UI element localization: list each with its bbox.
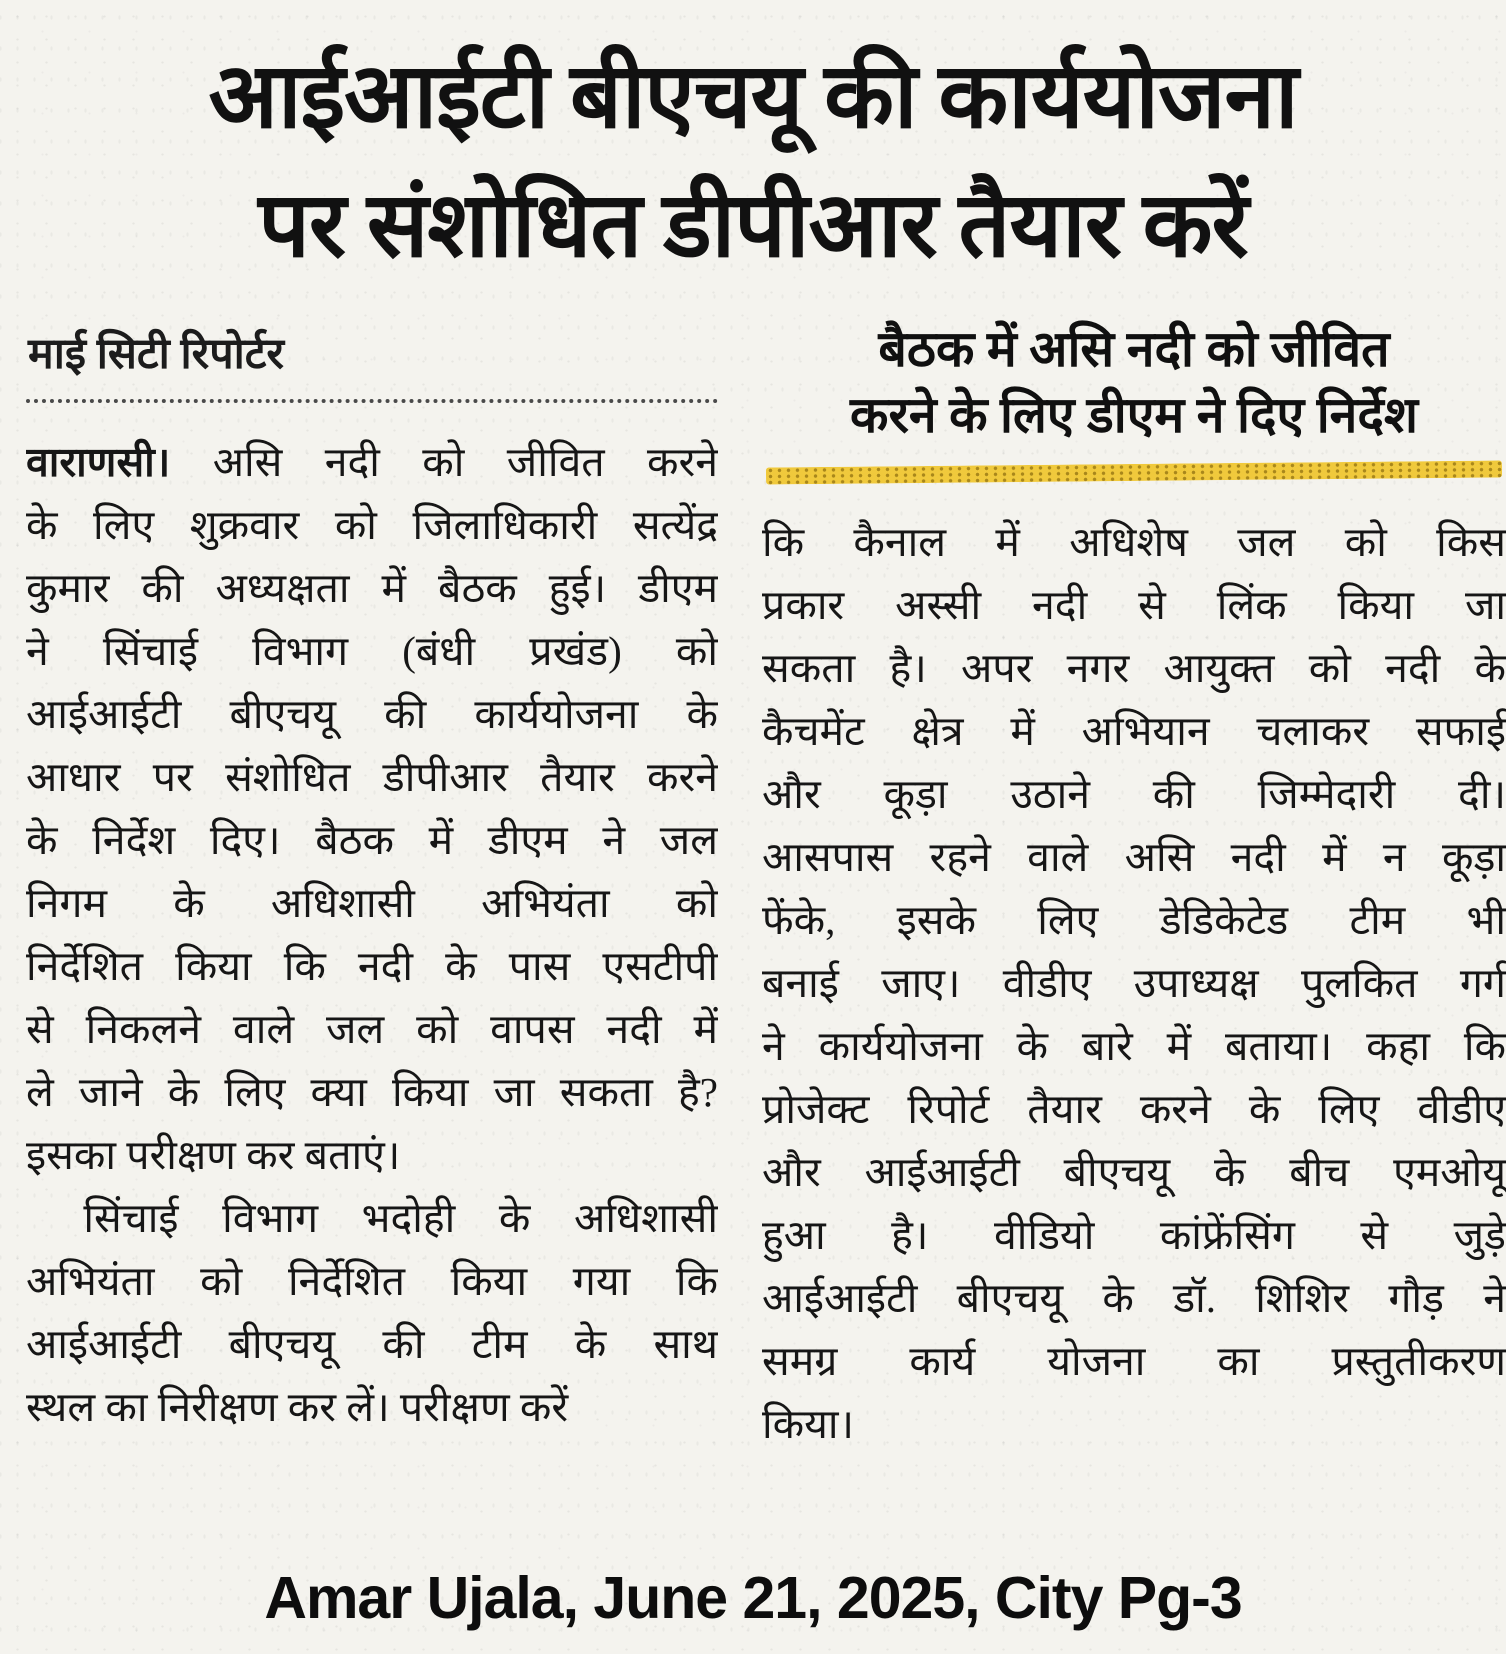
text-line: सिंचाई विभाग भदोही के अधिशासी bbox=[83, 1195, 718, 1242]
right-column-body bbox=[762, 511, 1506, 1456]
subheading-line-2: करने के लिए डीएम ने दिए निर्देश bbox=[850, 387, 1418, 444]
text-line: प्रकार अस्सी नदी से लिंक किया जा bbox=[762, 582, 1506, 629]
paragraph-2-lines bbox=[26, 1187, 718, 1439]
lead-line-rest: असि नदी को जीवित करने bbox=[212, 439, 718, 486]
text-line: निर्देशित किया कि नदी के पास एसटीपी bbox=[26, 943, 718, 990]
text-line: ने सिंचाई विभाग (बंधी प्रखंड) को bbox=[26, 628, 718, 675]
headline-line-1: आईआईटी बीएचयू की कार्ययोजना bbox=[208, 46, 1298, 147]
text-line: कुमार की अध्यक्षता में बैठक हुई। डीएम bbox=[26, 565, 718, 612]
text-line: आईआईटी बीएचयू की टीम के साथ bbox=[26, 1321, 718, 1368]
text-line: बनाई जाए। वीडीए उपाध्यक्ष पुलकित गर्ग bbox=[762, 960, 1506, 1007]
dateline-lead-word: वाराणसी। bbox=[26, 439, 171, 486]
text-line: अभियंता को निर्देशित किया गया कि bbox=[26, 1258, 718, 1305]
text-line: फेंके, इसके लिए डेडिकेटेड टीम भी bbox=[762, 897, 1506, 944]
text-line: निगम के अधिशासी अभियंता को bbox=[26, 880, 718, 927]
headline-line-2: पर संशोधित डीपीआर तैयार करें bbox=[258, 175, 1248, 277]
text-line: किया। bbox=[762, 1401, 855, 1448]
left-column bbox=[26, 308, 718, 1456]
text-line: और आईआईटी बीएचयू के बीच एमओयू bbox=[762, 1149, 1506, 1196]
text-line: के निर्देश दिए। बैठक में डीएम ने जल bbox=[26, 817, 718, 864]
right-column bbox=[762, 308, 1506, 1456]
text-line: कैचमेंट क्षेत्र में अभियान चलाकर सफाई bbox=[762, 708, 1506, 755]
text-line: आईआईटी बीएचयू के डॉ. शिशिर गौड़ ने bbox=[762, 1275, 1506, 1322]
left-column-body bbox=[26, 431, 718, 1439]
text-line: समग्र कार्य योजना का प्रस्तुतीकरण bbox=[762, 1338, 1506, 1385]
lead-line bbox=[26, 431, 718, 494]
byline: माई सिटी रिपोर्टर bbox=[28, 331, 285, 379]
text-line: कि कैनाल में अधिशेष जल को किस bbox=[762, 519, 1506, 566]
article-columns bbox=[26, 308, 1506, 1456]
right-body-lines bbox=[762, 511, 1506, 1456]
byline-dotted-separator bbox=[26, 399, 718, 403]
text-line: ले जाने के लिए क्या किया जा सकता है? bbox=[26, 1069, 718, 1116]
text-line: के लिए शुक्रवार को जिलाधिकारी सत्येंद्र bbox=[26, 502, 718, 549]
text-line: हुआ है। वीडियो कांफ्रेंसिंग से जुड़े bbox=[762, 1212, 1506, 1259]
text-line: सकता है। अपर नगर आयुक्त को नदी के bbox=[762, 645, 1506, 692]
text-line: इसका परीक्षण कर बताएं। bbox=[26, 1132, 401, 1179]
text-line: प्रोजेक्ट रिपोर्ट तैयार करने के लिए वीडीए bbox=[762, 1086, 1506, 1133]
text-line: ने कार्ययोजना के बारे में बताया। कहा कि bbox=[762, 1023, 1506, 1070]
yellow-highlight-rule bbox=[766, 461, 1502, 485]
text-line: आसपास रहने वाले असि नदी में न कूड़ा bbox=[762, 834, 1506, 881]
paragraph-2 bbox=[26, 1187, 718, 1439]
text-line: आधार पर संशोधित डीपीआर तैयार करने bbox=[26, 754, 718, 801]
subheading-line-1: बैठक में असि नदी को जीवित bbox=[878, 321, 1390, 378]
source-caption: Amar Ujala, June 21, 2025, City Pg-3 bbox=[264, 1565, 1242, 1631]
subheading bbox=[762, 316, 1506, 448]
article-headline bbox=[36, 32, 1470, 290]
text-line: से निकलने वाले जल को वापस नदी में bbox=[26, 1006, 718, 1053]
paragraph-1 bbox=[26, 431, 718, 1187]
text-line: और कूड़ा उठाने की जिम्मेदारी दी। bbox=[762, 771, 1506, 818]
text-line: आईआईटी बीएचयू की कार्ययोजना के bbox=[26, 691, 718, 738]
paragraph-1-lines bbox=[26, 494, 718, 1187]
text-line: स्थल का निरीक्षण कर लें। परीक्षण करें bbox=[26, 1384, 569, 1431]
